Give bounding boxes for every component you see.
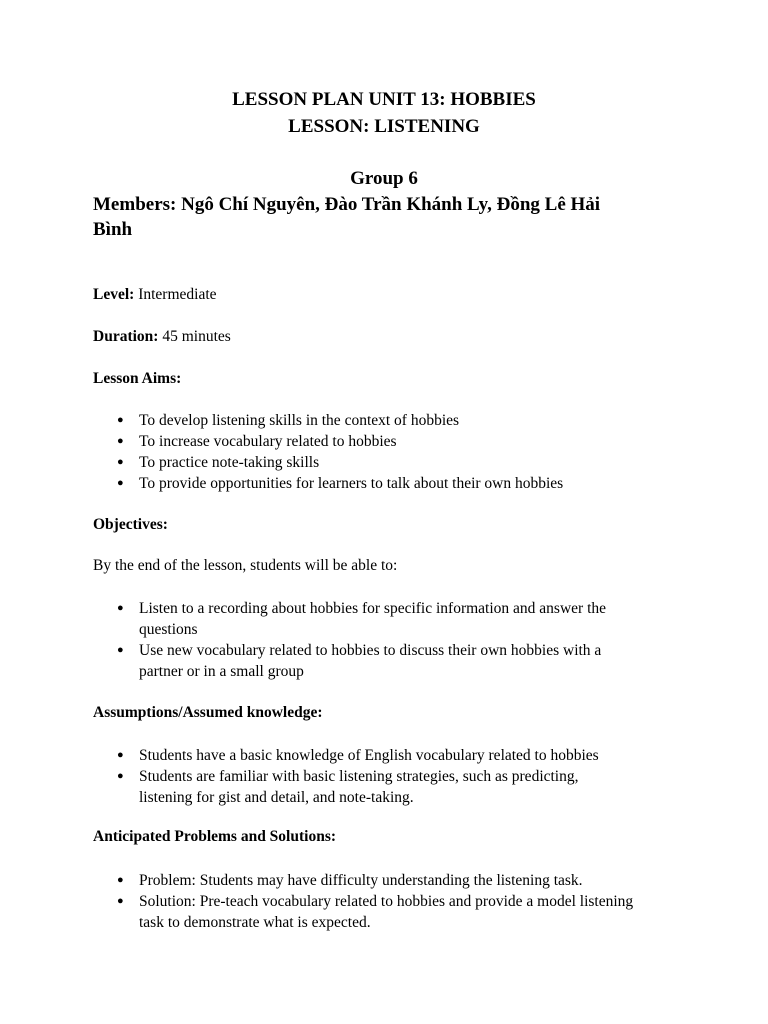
lesson-subtitle: LESSON: LISTENING — [288, 116, 480, 137]
bullet-icon: ● — [117, 770, 124, 782]
bullet-icon: ● — [117, 749, 124, 761]
lesson-title: LESSON PLAN UNIT 13: HOBBIES — [232, 89, 536, 110]
list-item: ● To provide opportunities for learners to talk about their own hobbies — [117, 475, 564, 492]
group-heading: Group 6 — [350, 168, 418, 189]
level-line — [93, 286, 217, 304]
bullet-icon: ● — [117, 435, 124, 447]
objectives-heading: Objectives: — [93, 516, 168, 533]
bullet-icon: ● — [117, 895, 124, 907]
members-line-2: Bình — [93, 219, 133, 240]
duration-line — [93, 328, 231, 346]
bullet-icon: ● — [117, 414, 124, 426]
members-line-1: Members: Ngô Chí Nguyên, Đào Trần Khánh Ly, Đồng Lê Hải — [93, 194, 601, 215]
aims-heading: Lesson Aims: — [93, 370, 182, 387]
level-value: Intermediate — [134, 286, 217, 303]
problems-heading: Anticipated Problems and Solutions: — [93, 828, 337, 845]
list-item: ● To practice note-taking skills — [117, 454, 320, 471]
level-label: Level: — [93, 286, 135, 303]
list-item: ● To increase vocabulary related to hobbies — [117, 433, 397, 450]
bullet-icon: ● — [117, 644, 124, 656]
duration-label: Duration: — [93, 328, 159, 345]
list-item: ● Solution: Pre-teach vocabulary related to hobbies and provide a model listening task to demonstrate what is expected. — [117, 893, 634, 931]
bullet-icon: ● — [117, 874, 124, 886]
list-item: ● Use new vocabulary related to hobbies to discuss their own hobbies with a partner or in a small group — [117, 642, 602, 680]
list-item: ● Listen to a recording about hobbies for specific information and answer the questions — [117, 600, 607, 638]
bullet-icon: ● — [117, 602, 124, 614]
bullet-icon: ● — [117, 456, 124, 468]
list-item: ● Students are familiar with basic listening strategies, such as predicting, listening for gist and detail, and note-taking. — [117, 768, 579, 806]
list-item: ● To develop listening skills in the context of hobbies — [117, 412, 460, 429]
list-item: ● Students have a basic knowledge of English vocabulary related to hobbies — [117, 747, 599, 764]
list-item: ● Problem: Students may have difficulty understanding the listening task. — [117, 872, 583, 889]
assumptions-heading: Assumptions/Assumed knowledge: — [93, 704, 323, 721]
duration-value: 45 minutes — [158, 328, 231, 345]
objectives-intro: By the end of the lesson, students will be able to: — [93, 557, 398, 574]
bullet-icon: ● — [117, 477, 124, 489]
